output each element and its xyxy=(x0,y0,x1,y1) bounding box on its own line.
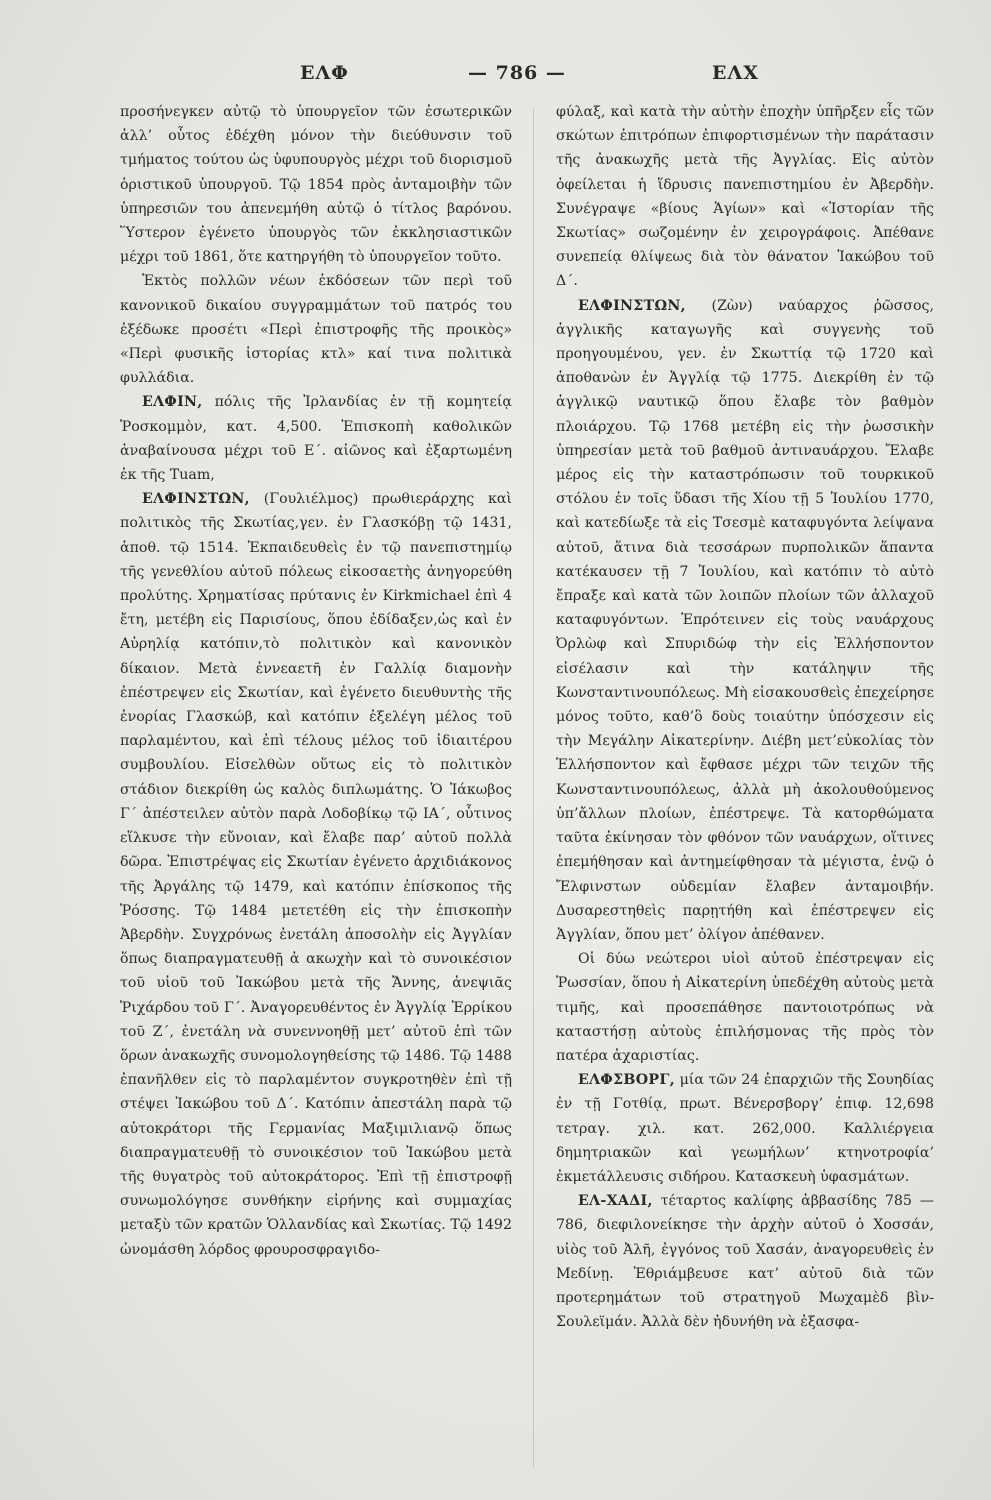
entry-headword: ΕΛΦΣΒΟΡΓ, xyxy=(578,1072,675,1089)
entry-text: πόλις τῆς Ἰρλανδίας ἐν τῇ κομητείᾳ Ῥοσκομμὸν, κατ. 4,500. Ἐπισκοπὴ καθολικῶν ἀναβαίνουσα μέχρι τοῦ Ε΄. αἰῶνος καὶ ἐξαρτωμένη ἐκ τῆς Tuam, xyxy=(120,394,512,484)
paragraph: Ἐκτὸς πολλῶν νέων ἐκδόσεων τῶν περὶ τοῦ κανονικοῦ δικαίου συγγραμμάτων τοῦ πατρός του ἐξέδωκε προσέτι «Περὶ ἐπιστροφῆς τῆς προικὸς» «Περὶ φυσικῆς ἱστορίας κτλ» καί τινα πολιτικὰ φυλλάδια. xyxy=(120,273,512,387)
right-column xyxy=(556,100,934,1480)
paragraph: Οἱ δύω νεώτεροι υἱοὶ αὐτοῦ ἐπέστρεψαν εἰς Ῥωσσίαν, ὅπου ἡ Αἰκατερίνη ὑπεδέχθη αὐτοὺς μετὰ τιμῆς, καὶ προσεπάθησε παντοιοτρόπως νὰ καταστήσῃ αὐτοὺς ἐπιλήσμονας τῆς πρὸς τὸν πατέρα ἀχαριστίας. xyxy=(556,951,934,1064)
page-number: — 786 — xyxy=(468,62,566,84)
entry-text: τέταρτος καλίφης ἀββασίδης 785 —786, διεφιλονείκησε τὴν ἀρχὴν αὐτοῦ ὁ Χοσσάν, υἱὸς τοῦ Ἀλῆ, ἐγγόνος τοῦ Χασάν, ἀναγορευθεὶς ἐν Μεδίνῃ. Ἐθριάμβευσε κατ’ αὐτοῦ διὰ τῶν προτερημάτων τοῦ στρατηγοῦ Μωχαμὲδ βὶν-Σουλεϊμάν. Ἀλλὰ δὲν ἠδυνήθη νὰ ἐξασφα- xyxy=(556,1193,934,1331)
dictionary-entry xyxy=(556,1189,934,1334)
entry-headword: ΕΛΦΙΝΣΤΩΝ, xyxy=(142,491,250,508)
entry-headword: ΕΛΦΙΝ, xyxy=(142,394,203,411)
continued-paragraph: φύλαξ, καὶ κατὰ τὴν αὐτὴν ἐποχὴν ὑπῆρξεν εἷς τῶν σκώτων ἐπιτρόπων ἐπιφορτισμένων τὴν παράτασιν τῆς ἀνακωχῆς μετὰ τῆς Ἀγγλίας. Εἰς αὐτὸν ὀφείλεται ἡ ἵδρυσις πανεπιστημίου ἐν Ἀβερδὴν. Συνέγραψε «βίους Ἁγίων» καὶ «Ἱστορίαν τῆς Σκωτίας» σωζομένην ἐν χειρογράφοις. Ἀπέθανε συνεπείᾳ θλίψεως διὰ τὸν θάνατον Ἰακώβου τοῦ Δ΄. xyxy=(556,104,934,290)
header-right-guideword: ΕΛΧ xyxy=(712,62,759,84)
continued-paragraph: προσήνεγκεν αὐτῷ τὸ ὑπουργεῖον τῶν ἐσωτερικῶν ἀλλ’ οὗτος ἐδέχθη μόνον τὴν διεύθυνσιν τοῦ τμήματος τούτου ὡς ὑφυπουργὸς μέχρι τοῦ διορισμοῦ ὁριστικοῦ ὑπουργοῦ. Τῷ 1854 πρὸς ἀνταμοιβὴν τῶν ὑπηρεσιῶν του ἀπενεμήθη αὐτῷ ὁ τίτλος βαρόνου. Ὕστερον ἐγένετο ὑπουργὸς τῶν ἐκκλησιαστικῶν μέχρι τοῦ 1861, ὅτε κατηργήθη τὸ ὑπουργεῖον τοῦτο. xyxy=(120,104,512,266)
entry-headword: ΕΛΦΙΝΣΤΩΝ, xyxy=(578,297,686,314)
dictionary-entry xyxy=(556,294,934,947)
entry-text: (Ζὼν) ναύαρχος ῥῶσσος, ἀγγλικῆς καταγωγῆς καὶ συγγενὴς τοῦ προηγουμένου, γεν. ἐν Σκωττίᾳ τῷ 1720 καὶ ἀποθανὼν ἐν Ἀγγλίᾳ τῷ 1775. Διεκρίθη ἐν τῷ ἀγγλικῷ ναυτικῷ ὅπου ἔλαβε τὸν βαθμὸν πλοιάρχου. Τῷ 1768 μετέβη εἰς τὴν ῥωσσικὴν ὑπηρεσίαν μετὰ τοῦ βαθμοῦ ἀντιναυάρχου. Ἔλαβε μέρος εἰς τὴν καταστρόπωσιν τοῦ τουρκικοῦ στόλου ἐν τοῖς ὕδασι τῆς Χίου τῇ 5 Ἰουλίου 1770, καὶ κατεδίωξε τὰ εἰς Τσεσμὲ καταφυγόντα λείψανα αὐτοῦ, ἅτινα διὰ τεσσάρων πυρπολικῶν ἅπαντα κατέκαυσεν τῇ 7 Ἰουλίου, καὶ κατόπιν τὸ αὐτὸ ἔπραξε καὶ κατὰ τῶν λοιπῶν πλοίων τῶν ἀλλαχοῦ καταφυγόντων. Ἐπρότεινεν εἰς τοὺς ναυάρχους Ὀρλὼφ καὶ Σπυριδώφ τὴν εἰς Ἑλλήσποντον εἰσέλασιν καὶ τὴν κατάληψιν τῆς Κωνσταντινουπόλεως. Μὴ εἰσακουσθεὶς ἐπεχείρησε μόνος τοῦτο, καθ’ὃ δοὺς τοιαύτην ὑπόσχεσιν εἰς τὴν Μεγάλην Αἰκατερίνην. Διέβη μετ’εὐκολίας τὸν Ἑλλήσποντον καὶ ἔφθασε μέχρι τῶν τειχῶν τῆς Κωνσταντινουπόλεως, ἀλλὰ μὴ ἀκολουθούμενος ὑπ’ἄλλων πλοίων, ἐπέστρεψε. Τὰ κατορθώματα ταῦτα ἐκίνησαν τὸν φθόνον τῶν ναυάρχων, οἵτινες ἐπεμήθησαν καὶ ἀντημείφθησαν τὰ μέγιστα, ἐνῷ ὁ Ἔλφινστων οὐδεμίαν ἔλαβεν ἀνταμοιβήν. Δυσαρεστηθεὶς παρῃτήθη καὶ ἐπέστρεψεν εἰς Ἀγγλίαν, ὅπου μετ’ ὀλίγον ἀπέθανεν. xyxy=(556,297,934,943)
dictionary-entry xyxy=(556,1068,934,1189)
entry-text: (Γουλιέλμος) πρωθιεράρχης καὶ πολιτικὸς τῆς Σκωτίας,γεν. ἐν Γλασκόβῃ τῷ 1431, ἀποθ. τῷ 1514. Ἐκπαιδευθεὶς ἐν τῷ πανεπιστημίῳ τῆς γενεθλίου αὐτοῦ πόλεως εἰκοσαετὴς ἀνηγορεύθη προλύτης. Χρηματίσας πρύτανις ἐν Kirkmichael ἐπὶ 4 ἔτη, μετέβη εἰς Παρισίους, ὅπου ἐδίδαξεν,ὡς καὶ ἐν Αὐρηλίᾳ κατόπιν,τὸ πολιτικὸν καὶ κανονικὸν δίκαιον. Μετὰ ἐννεαετῆ ἐν Γαλλίᾳ διαμονὴν ἐπέστρεψεν εἰς Σκωτίαν, καὶ ἐγένετο διευθυντὴς τῆς ἐνορίας Γλασκώβ, καὶ κατόπιν ἐξελέγη μέλος τοῦ παρλαμέντου, καὶ ἐπὶ τέλους μέλος τοῦ ἰδιαιτέρου συμβουλίου. Εἰσελθὼν οὕτως εἰς τὸ πολιτικὸν στάδιον διεκρίθη ὡς καλὸς διπλωμάτης. Ὁ Ἰάκωβος Γ΄ ἀπέστειλεν αὐτὸν παρὰ Λοδοβίκῳ τῷ ΙΑ΄, οὗτινος εἵλκυσε τὴν εὔνοιαν, καὶ ἔλαβε παρ’ αὐτοῦ πολλὰ δῶρα. Ἐπιστρέψας εἰς Σκωτίαν ἐγένετο ἀρχιδιάκονος τῆς Ἀργάλης τῷ 1479, καὶ κατόπιν ἐπίσκοπος τῆς Ῥόσσης. Τῷ 1484 μετετέθη εἰς τὴν ἐπισκοπὴν Ἀβερδὴν. Συγχρόνως ἐνετάλη ἀποσολὴν εἰς Ἀγγλίαν ὅπως διαπραγματευθῇ ἀ ακωχὴν καὶ τὸ συνοικέσιον τοῦ υἱοῦ τοῦ Ἰακώβου μετὰ τῆς Ἄννης, ἀνεψιᾶς Ῥιχάρδου τοῦ Γ΄. Ἀναγορευθέντος ἐν Ἀγγλίᾳ Ἐρρίκου τοῦ Ζ΄, ἐνετάλη νὰ συνεννοηθῇ μετ’ αὐτοῦ ἐπὶ τῶν ὅρων ἀνακωχῆς συνομολογηθείσης τῷ 1486. Τῷ 1488 ἐπανῆλθεν εἰς τὸ παρλαμέντον συγκροτηθὲν ἐπὶ τῇ στέψει Ἰακώβου τοῦ Δ΄. Κατόπιν ἀπεστάλη παρὰ τῷ αὐτοκράτορι τῆς Γερμανίας Μαξιμιλιανῷ ὅπως διαπραγματευθῇ τὸ συνοικέσιον τοῦ Ἰακώβου μετὰ τῆς θυγατρὸς τοῦ αὐτοκράτορος. Ἐπὶ τῇ ἐπιστροφῇ συνωμολόγησε συνθήκην εἰρήνης καὶ συμμαχίας μεταξὺ τῶν κρατῶν Ὁλλανδίας καὶ Σκωτίας. Τῷ 1492 ὠνομάσθη λόρδος φρουροσφραγιδο- xyxy=(120,491,512,1258)
page-header xyxy=(110,62,810,92)
header-left-guideword: ΕΛΦ xyxy=(300,62,349,84)
dictionary-entry xyxy=(120,390,512,487)
left-column xyxy=(120,100,512,1480)
entry-text: μία τῶν 24 ἐπαρχιῶν τῆς Σουηδίας ἐν τῇ Γοτθίᾳ, πρωτ. Βένερσβοργ’ ἐπιφ. 12,698 τετραγ. χιλ. κατ. 262,000. Καλλιέργεια δημητριακῶν καὶ γεωμήλων’ κτηνοτροφία’ ἐκμετάλλευσις σιδήρου. Κατασκευὴ ὑφασμάτων. xyxy=(556,1072,934,1185)
dictionary-entry xyxy=(120,487,512,1262)
column-divider xyxy=(533,108,534,1468)
entry-headword: ΕΛ-ΧΑΔΙ, xyxy=(578,1193,653,1210)
